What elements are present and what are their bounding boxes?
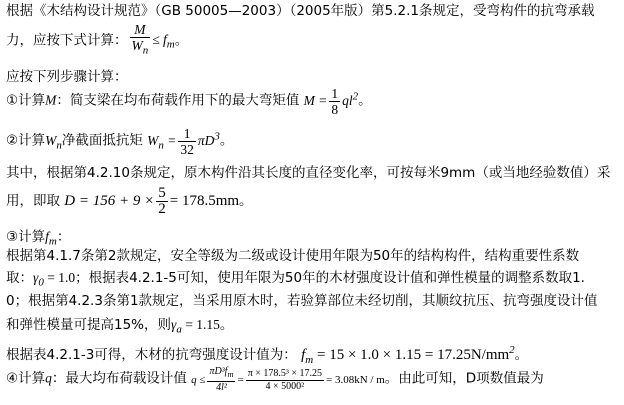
- text-line-8-lead: ③计算: [6, 229, 46, 245]
- formula-moment-end: 。: [358, 92, 372, 109]
- formula-inequality: [152, 32, 175, 52]
- text-line-4: [6, 86, 372, 117]
- formula-den-symbol: W: [131, 38, 143, 53]
- formula-fm-subscript: m: [48, 235, 57, 248]
- text-line-14-end: 。由此可知，D项数值最为: [384, 370, 544, 387]
- formula-numerator: M: [130, 22, 151, 38]
- text-line-13-lead: 根据表4.2.1-3可得，木材的抗弯强度设计值为：: [6, 347, 297, 363]
- formula-strength-lhs-sub: m: [305, 354, 314, 366]
- text-line-10-lead: 取：: [6, 270, 33, 286]
- formula-load-den-1: 4l²: [216, 382, 227, 393]
- formula-moment-sup: 2: [352, 90, 359, 103]
- formula-moment-lhs: M =: [303, 92, 328, 108]
- formula-modulus-fraction: [178, 126, 196, 157]
- formula-load-fraction-1: [207, 366, 235, 394]
- formula-load-lhs: q ≤: [191, 373, 206, 386]
- formula-load-num-1-sub: m: [227, 370, 234, 379]
- formula-modulus-num: 1: [178, 126, 196, 142]
- formula-moment-den: 8: [331, 102, 339, 117]
- text-line-4-desc: ：简支梁在均布荷载作用下的最大弯矩值: [56, 92, 300, 109]
- formula-load-den-2: 4 × 5000²: [265, 380, 305, 392]
- formula-strength-sup: 2: [509, 344, 515, 356]
- formula-load-num-2: π × 178.5³ × 17.25: [247, 367, 323, 379]
- formula-design-strength: [301, 344, 515, 366]
- formula-load-num-1-text: πD³f: [209, 366, 228, 377]
- formula-modulus-end: 。: [219, 132, 234, 149]
- formula-diameter-fraction: [156, 186, 168, 217]
- formula-modulus-sup: 3: [214, 130, 220, 143]
- text-line-5-desc: 净截面抵抗矩: [61, 132, 143, 149]
- formula-gamma-a-value: = 1.15: [181, 317, 220, 332]
- text-line-6: 其中，根据第4.2.10条规定，原木构件沿其长度的直径变化率，可按每米9mm（或当地经验数值）采: [6, 165, 611, 181]
- text-line-1: 根据《木结构设计规范》（GB 50005—2003）（2005年版）第5.2.1条规定，受弯构件的抗弯承载: [6, 3, 595, 19]
- text-line-10-desc: ；根据表4.2.1-5可知，使用年限为50年的木材强度设计值和弹性模量的调整系数取1.: [75, 270, 585, 286]
- formula-diameter-rhs: = 178.5mm: [169, 192, 240, 209]
- text-line-7-lead: 用，即取: [6, 192, 60, 209]
- text-line-3: 应按下列步骤计算：: [6, 69, 128, 85]
- text-line-14-lead: ④计算: [6, 370, 46, 387]
- formula-fm-letter: f: [45, 229, 49, 244]
- formula-moment-symbol: M: [45, 92, 57, 108]
- formula-gamma-a-subscript: a: [176, 323, 182, 336]
- text-line-2: [6, 22, 188, 59]
- formula-gamma-a: [171, 317, 220, 336]
- formula-diameter-lhs: D = 156 + 9 ×: [64, 192, 155, 209]
- text-line-14-desc: ：最大均布荷载设计值: [51, 370, 187, 387]
- formula-wn-letter: W: [45, 132, 57, 148]
- formula-gamma-a-letter: γ: [171, 317, 177, 332]
- text-line-9: 根据第4.1.7条第2款规定，安全等级为二级或设计使用年限为50年的结构构件，结构重要性系数: [6, 248, 580, 264]
- formula-wn-subscript: n: [56, 139, 62, 152]
- text-line-7: [6, 186, 253, 217]
- formula-moment-fraction: [329, 86, 340, 117]
- formula-moment-num: 1: [331, 86, 339, 101]
- formula-modulus-lhs: W: [147, 132, 159, 148]
- formula-strength-lhs: f: [301, 347, 306, 363]
- text-line-13: [6, 341, 528, 369]
- formula-strength-rhs: = 15 × 1.0 × 1.15 = 17.25N/mm: [313, 347, 510, 363]
- formula-modulus-eq: =: [167, 132, 177, 148]
- formula-fm-end: ：: [56, 229, 71, 245]
- formula-bending-capacity: [130, 22, 151, 59]
- formula-gamma0-subscript: 0: [38, 276, 44, 289]
- formula-den-subscript: n: [142, 44, 149, 57]
- formula-load-fraction-2: [246, 368, 324, 393]
- formula-modulus-lhs-sub: n: [158, 139, 164, 152]
- text-line-11: 0；根据第4.2.3条第1款规定，当采用原木时，若验算部位未经切削，其顺纹抗压、抗弯强度设计值: [6, 293, 598, 309]
- formula-strength-end: 。: [514, 347, 529, 363]
- formula-load-eq: =: [237, 373, 244, 386]
- formula-diameter-num: 5: [158, 185, 166, 201]
- text-line-10: [6, 269, 585, 292]
- formula-gamma0-letter: γ: [33, 270, 39, 285]
- formula-denominator: [130, 38, 151, 59]
- formula-load-rhs: = 3.08kN / m: [326, 373, 385, 386]
- text-line-5: [6, 126, 233, 157]
- text-line-12: [6, 316, 233, 339]
- formula-wn-symbol: [45, 132, 62, 152]
- formula-section-modulus: [147, 126, 220, 157]
- formula-gamma0-value: = 1.0: [43, 270, 76, 285]
- formula-moment-rhs: ql: [342, 92, 353, 108]
- formula-load-num-1: [207, 366, 235, 382]
- text-line-2-lead: 力，应按下式计算：: [6, 32, 128, 49]
- formula-inequality-subscript: m: [166, 39, 175, 52]
- text-line-4-lead: ①计算: [6, 92, 46, 109]
- text-line-2-end: 。: [174, 32, 189, 49]
- formula-modulus-rhs: πD: [197, 132, 215, 148]
- formula-fm-symbol: [45, 229, 57, 248]
- formula-q-symbol: q: [45, 370, 52, 386]
- text-line-14: [6, 366, 544, 394]
- formula-max-moment: [303, 86, 359, 117]
- formula-diameter: [64, 185, 240, 217]
- formula-gamma0: [33, 270, 76, 289]
- formula-diameter-den: 2: [158, 201, 166, 217]
- text-line-5-lead: ②计算: [6, 132, 46, 149]
- formula-gamma-a-end: 。: [219, 317, 234, 333]
- text-line-12-lead: 和弹性模量可提高15%，则: [6, 317, 172, 333]
- formula-modulus-den: 32: [180, 142, 194, 157]
- formula-diameter-end: 。: [239, 192, 253, 209]
- formula-inequality-text: ≤ f: [152, 32, 167, 48]
